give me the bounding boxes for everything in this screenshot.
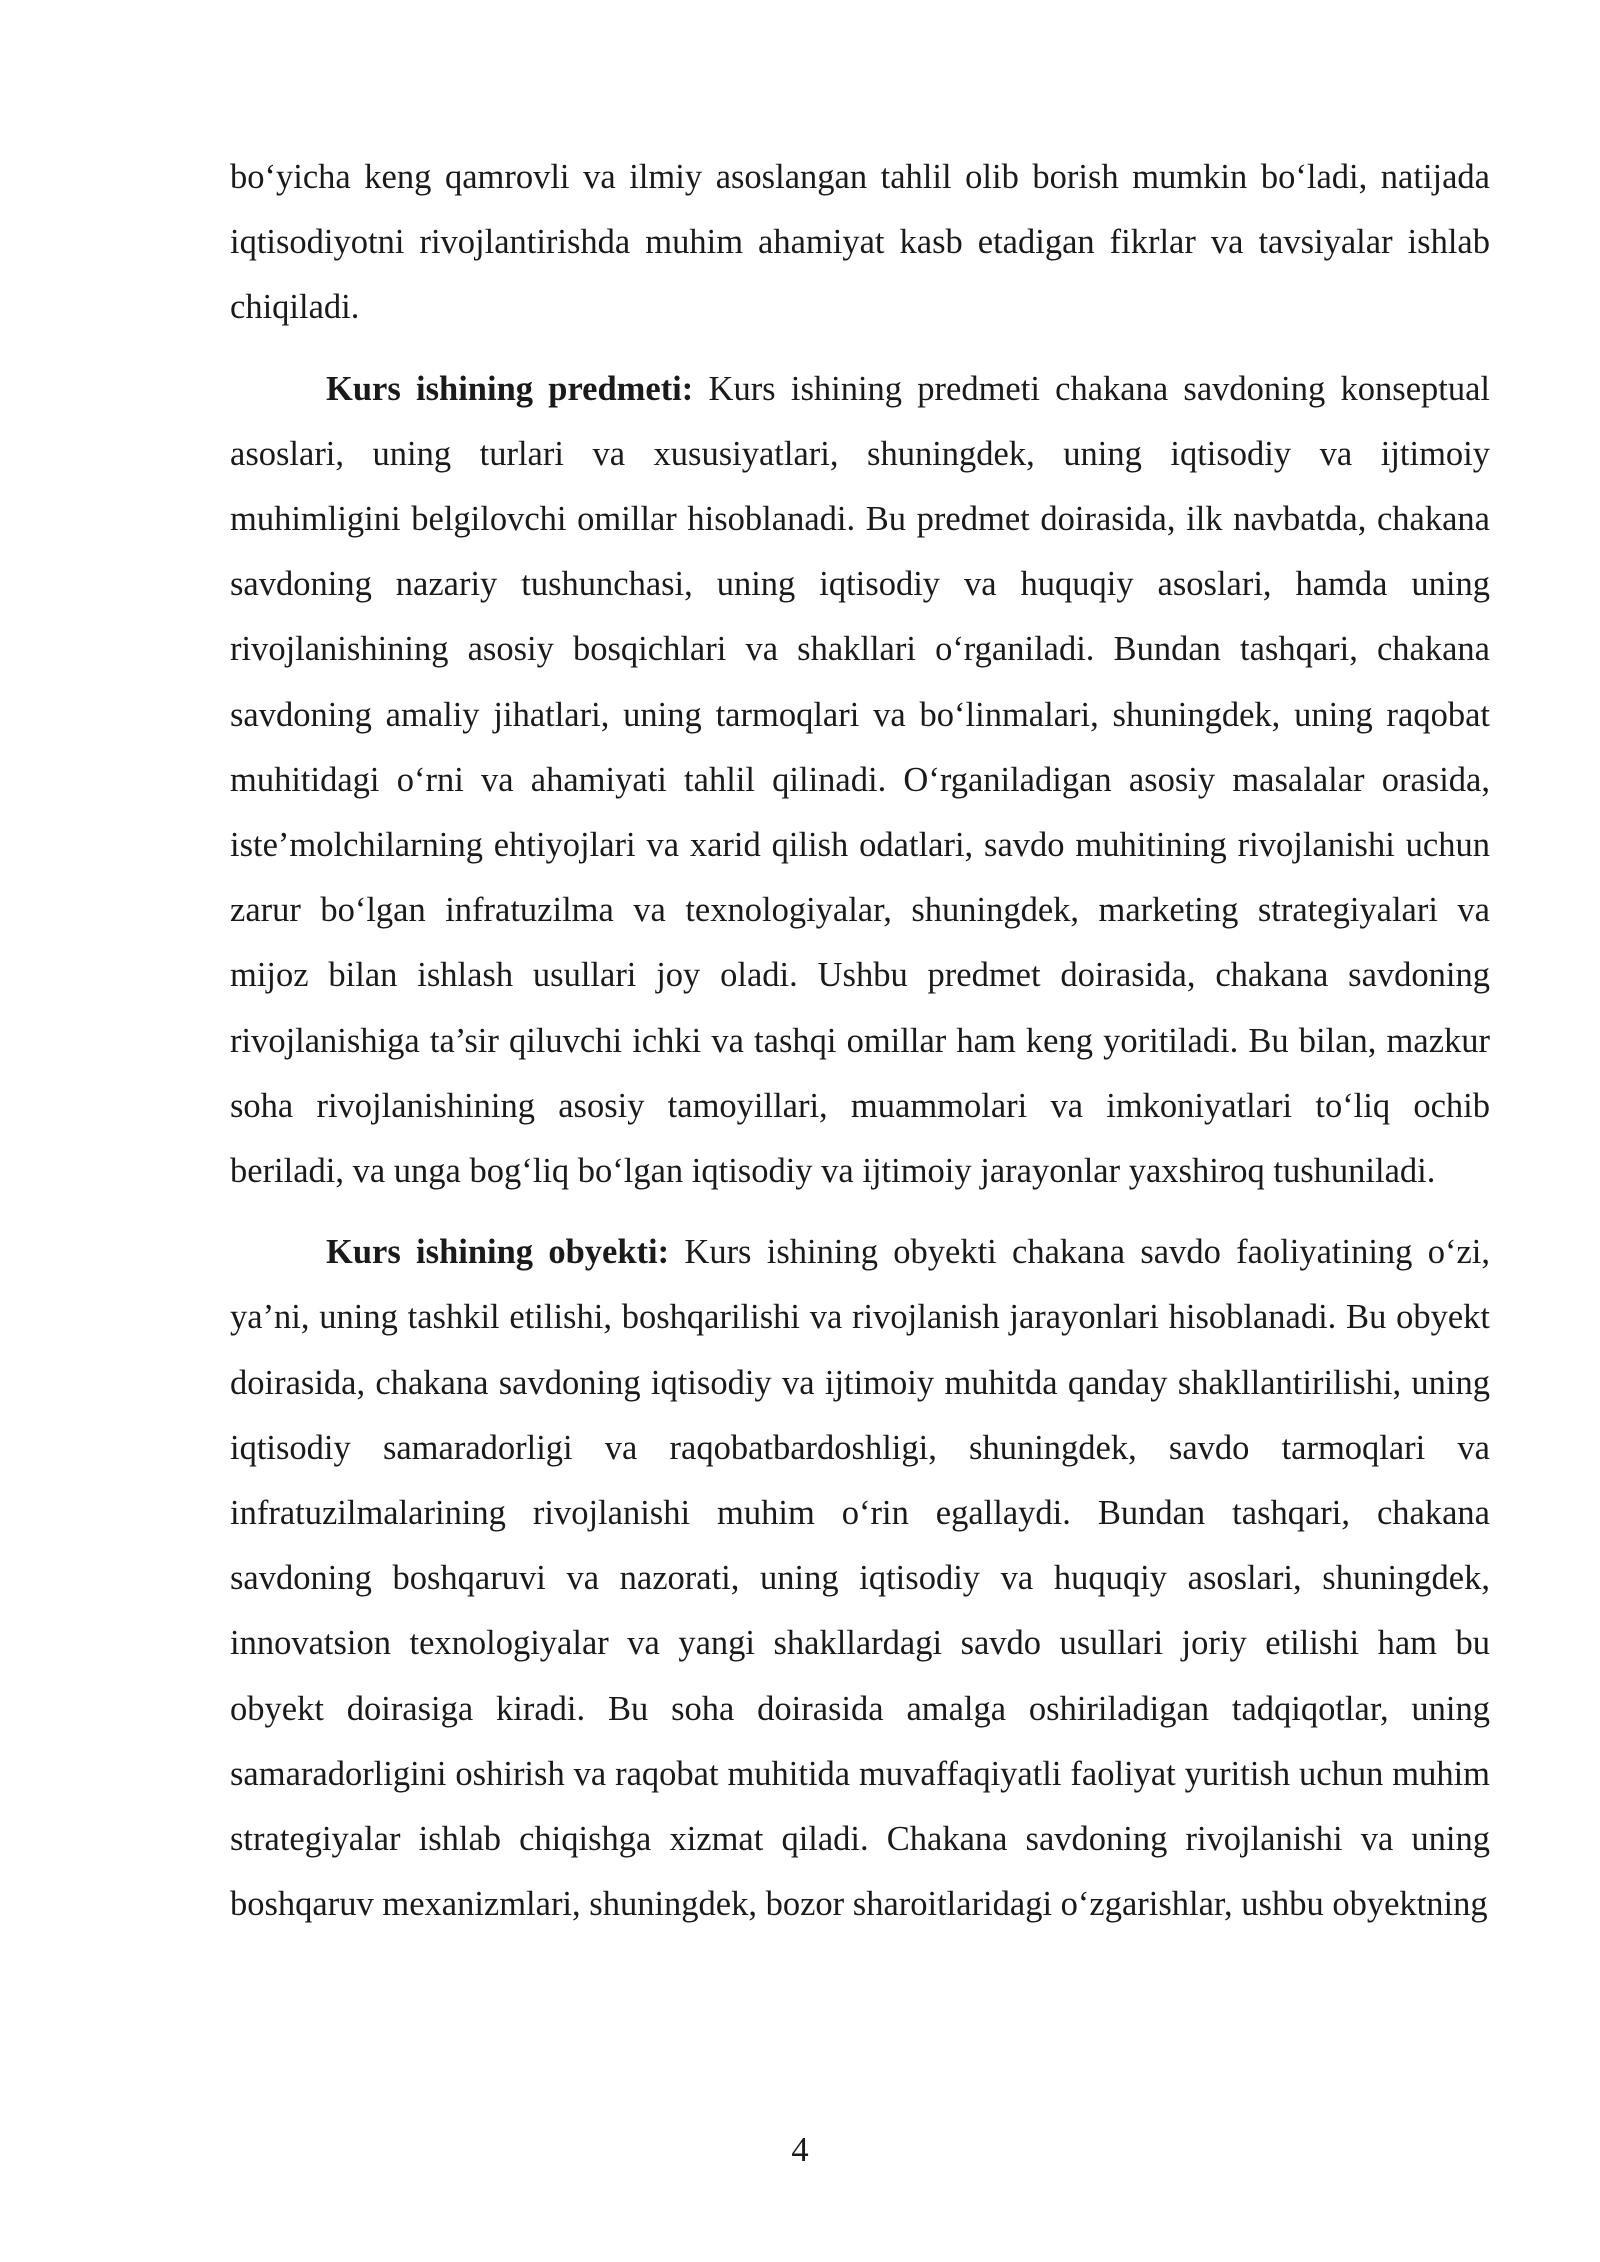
subject-paragraph [230, 357, 1490, 1205]
intro-paragraph-text: bo‘yicha keng qamrovli va ilmiy asoslangan tahlil olib borish mumkin bo‘ladi, natijada iqtisodiyotni rivojlantirishda muhim ahamiyat kasb etadigan fikrlar va tavsiyalar ishlab chiqiladi. [230, 158, 1490, 327]
subject-paragraph-text: Kurs ishining predmeti chakana savdoning konseptual asoslari, uning turlari va xususiyatlari, shuningdek, uning iqtisodiy va ijtimoiy muhimligini belgilovchi omillar hisoblanadi. Bu predmet doirasida, ilk navbatda, chakana savdoning nazariy tushunchasi, uning iqtisodiy va huquqiy asoslari, hamda uning rivojlanishining asosiy bosqichlari va shakllari o‘rganiladi. Bundan tashqari, chakana savdoning amaliy jihatlari, uning tarmoqlari va bo‘linmalari, shuningdek, uning raqobat muhitidagi o‘rni va ahamiyati tahlil qilinadi. O‘rganiladigan asosiy masalalar orasida, iste’molchilarning ehtiyojlari va xarid qilish odatlari, savdo muhitining rivojlanishi uchun zarur bo‘lgan infratuzilma va texnologiyalar, shuningdek, marketing strategiyalari va mijoz bilan ishlash usullari joy oladi. Ushbu predmet doirasida, chakana savdoning rivojlanishiga ta’sir qiluvchi ichki va tashqi omillar ham keng yoritiladi. Bu bilan, mazkur soha rivojlanishining asosiy tamoyillari, muammolari va imkoniyatlari to‘liq ochib beriladi, va unga bog‘liq bo‘lgan iqtisodiy va ijtimoiy jarayonlar yaxshiroq tushuniladi. [230, 369, 1490, 1191]
object-paragraph [230, 1220, 1490, 1937]
object-paragraph-text: Kurs ishining obyekti chakana savdo faoliyatining o‘zi, ya’ni, uning tashkil etilishi, boshqarilishi va rivojlanish jarayonlari hisoblanadi. Bu obyekt doirasida, chakana savdoning iqtisodiy va ijtimoiy muhitda qanday shakllantirilishi, uning iqtisodiy samaradorligi va raqobatbardoshligi, shuningdek, savdo tarmoqlari va infratuzilmalarining rivojlanishi muhim o‘rin egallaydi. Bundan tashqari, chakana savdoning boshqaruvi va nazorati, uning iqtisodiy va huquqiy asoslari, shuningdek, innovatsion texnologiyalar va yangi shakllardagi savdo usullari joriy etilishi ham bu obyekt doirasiga kiradi. Bu soha doirasida amalga oshiriladigan tadqiqotlar, uning samaradorligini oshirish va raqobat muhitida muvaffaqiyatli faoliyat yuritish uchun muhim strategiyalar ishlab chiqishga xizmat qiladi. Chakana savdoning rivojlanishi va uning boshqaruv mexanizmlari, shuningdek, bozor sharoitlaridagi o‘zgarishlar, ushbu obyektning [230, 1233, 1490, 1924]
subject-heading: Kurs ishining predmeti: [326, 369, 694, 408]
page-number: 4 [791, 2131, 809, 2169]
object-heading: Kurs ishining obyekti: [326, 1233, 670, 1272]
intro-paragraph [230, 145, 1490, 341]
document-page [230, 145, 1490, 1937]
